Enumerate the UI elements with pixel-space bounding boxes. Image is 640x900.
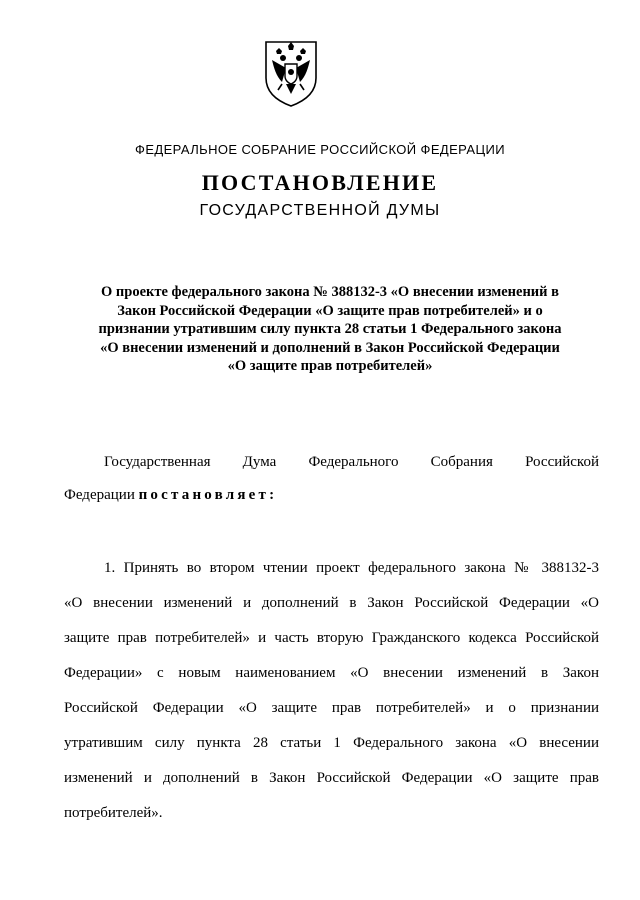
item-line: потребителей». <box>64 805 163 821</box>
heading-line: признании утратившим силу пункта 28 статьи 1 Федерального закона <box>98 321 562 337</box>
item-line: утратившим силу пункта 28 статьи 1 Федерального закона «О внесении <box>64 735 599 751</box>
heading-line: Закон Российской Федерации «О защите прав потребителей» и о <box>117 302 543 319</box>
heading-line: «О внесении изменений и дополнений в Закон Российской Федерации <box>100 339 560 356</box>
item-line: 1. Принять во втором чтении проект федерального закона № 388132-3 <box>104 560 599 576</box>
preamble-line: Государственная Дума Федерального Собрания Российской <box>104 454 599 470</box>
document-subtitle: ГОСУДАРСТВЕННОЙ ДУМЫ <box>199 202 441 219</box>
item-line: защите прав потребителей» и часть вторую Гражданского кодекса Российской <box>64 630 599 646</box>
preamble-decree-word: постановляет: <box>138 487 278 503</box>
preamble-line <box>64 487 599 504</box>
preamble-prefix: Федерации <box>64 487 135 503</box>
item-line: «О внесении изменений и дополнений в Закон Российской Федерации «О <box>64 595 599 611</box>
item-line: Федерации» с новым наименованием «О внесении изменений в Закон <box>64 665 599 681</box>
heading-line: О проекте федерального закона № 388132-3 «О внесении изменений в <box>101 284 559 300</box>
document-title: ПОСТАНОВЛЕНИЕ <box>201 170 439 195</box>
item-line: Российской Федерации «О защите прав потребителей» и о признании <box>64 700 599 716</box>
heading-line: «О защите прав потребителей» <box>227 358 433 374</box>
coat-of-arms-icon <box>262 38 320 108</box>
item-line: изменений и дополнений в Закон Российской Федерации «О защите прав <box>64 770 599 786</box>
resolution-heading <box>80 283 580 376</box>
organization-name: ФЕДЕРАЛЬНОЕ СОБРАНИЕ РОССИЙСКОЙ ФЕДЕРАЦИИ <box>135 142 505 157</box>
